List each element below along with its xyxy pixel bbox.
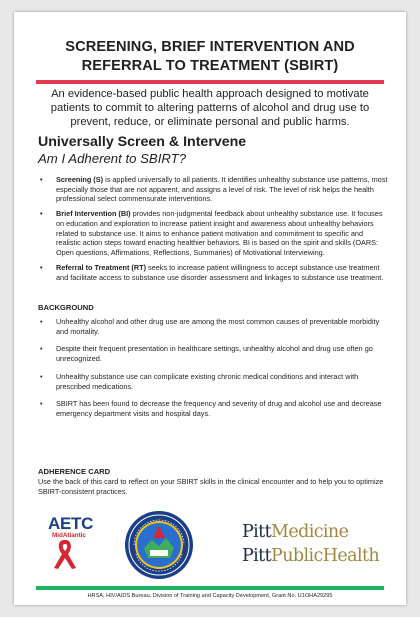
term-brief-intervention: Brief Intervention (BI)	[56, 209, 131, 219]
background-item: • Unhealthy alcohol and other drug use are among the most common causes of preventable morbidity and mortality.	[40, 317, 380, 336]
aetc-logo-name: AETC	[48, 514, 94, 533]
pitt-medicine-logo: PittMedicine	[242, 522, 349, 542]
bullet-icon: •	[40, 344, 43, 354]
bullet-icon: •	[40, 399, 43, 409]
bullet-icon: •	[40, 317, 43, 326]
background-item: • Unhealthy substance use can complicate existing chronic medical conditions and interact with prescribed medications.	[40, 371, 359, 391]
bullet-icon: •	[40, 209, 43, 219]
pitt-public-health-logo: PittPublicHealth	[242, 546, 380, 566]
term-screening: Screening (S)	[56, 175, 104, 184]
title-line-1: SCREENING, BRIEF INTERVENTION AND	[65, 39, 355, 55]
title-line-2: REFERRAL TO TREATMENT (SBIRT)	[81, 58, 339, 74]
red-ribbon-icon	[50, 536, 84, 570]
background-item: • SBIRT has been found to decrease the frequency and severity of drug and alcohol use and decrease emergency department visits and hospital days.	[40, 399, 382, 419]
text-brief-intervention: provides non-judgmental feedback about unhealthy substance use. It focuses on education and exploration to increase patient insight and awareness about unhealthy behaviors related to substance use. It aims to enhance patient motivation and commitment to specific and realistic action steps toward enacting healthier behaviors. BI is based on the spirit and skills (OARS: Open questions, Affirmations, Reflections, Summaries) of Motivational Interviewing.	[56, 209, 383, 257]
section-subheading: Am I Adherent to SBIRT?	[38, 151, 187, 166]
university-seal-icon	[124, 510, 194, 580]
intro-paragraph: An evidence-based public health approach designed to motivate patients to commit to altering patterns of alcohol and drug use to prevent, reduce, or eliminate personal and public harms.	[50, 88, 370, 128]
list-item-brief-intervention	[38, 209, 388, 257]
background-heading: BACKGROUND	[38, 303, 94, 312]
section-heading: Universally Screen & Intervene	[38, 134, 247, 150]
adherence-heading: ADHERENCE CARD	[38, 467, 111, 476]
sbirt-card	[14, 12, 406, 605]
aetc-logo-subtitle: MidAtlantic	[52, 532, 86, 539]
sbirt-components-list	[38, 175, 388, 288]
bullet-icon: •	[40, 371, 43, 381]
background-list	[38, 317, 388, 427]
term-referral: Referral to Treatment (RT)	[56, 263, 147, 273]
card-title	[14, 38, 406, 76]
background-item: • Despite their frequent presentation in healthcare settings, unhealthy alcohol and drug use often go unrecognized.	[40, 344, 373, 364]
bullet-icon: •	[40, 263, 43, 273]
green-divider	[36, 586, 384, 590]
aetc-logo	[48, 514, 110, 574]
bullet-icon: •	[40, 175, 43, 184]
text-screening: is applied universally to all patients. It identifies unhealthy substance use patterns, most especially those that are not apparent, and assigns a level of risk. The level of risk helps the health professional select commensurate interventions.	[56, 175, 388, 204]
adherence-text: Use the back of this card to reflect on your SBIRT skills in the clinical encounter and to help you to optimize SBIRT-consistent practices.	[38, 477, 384, 496]
red-divider	[36, 80, 384, 84]
pitt-logos	[242, 520, 379, 568]
grant-footer: HRSA, HIV/AIDS Bureau, Division of Training and Capacity Development, Grant No. U1OHA29295	[87, 593, 333, 599]
list-item-referral	[38, 263, 388, 282]
list-item-screening	[38, 175, 388, 204]
text-referral: seeks to increase patient willingness to accept substance use treatment and facilitate access to substance use disorder assessment and linkages to substance use treatment.	[56, 263, 384, 282]
